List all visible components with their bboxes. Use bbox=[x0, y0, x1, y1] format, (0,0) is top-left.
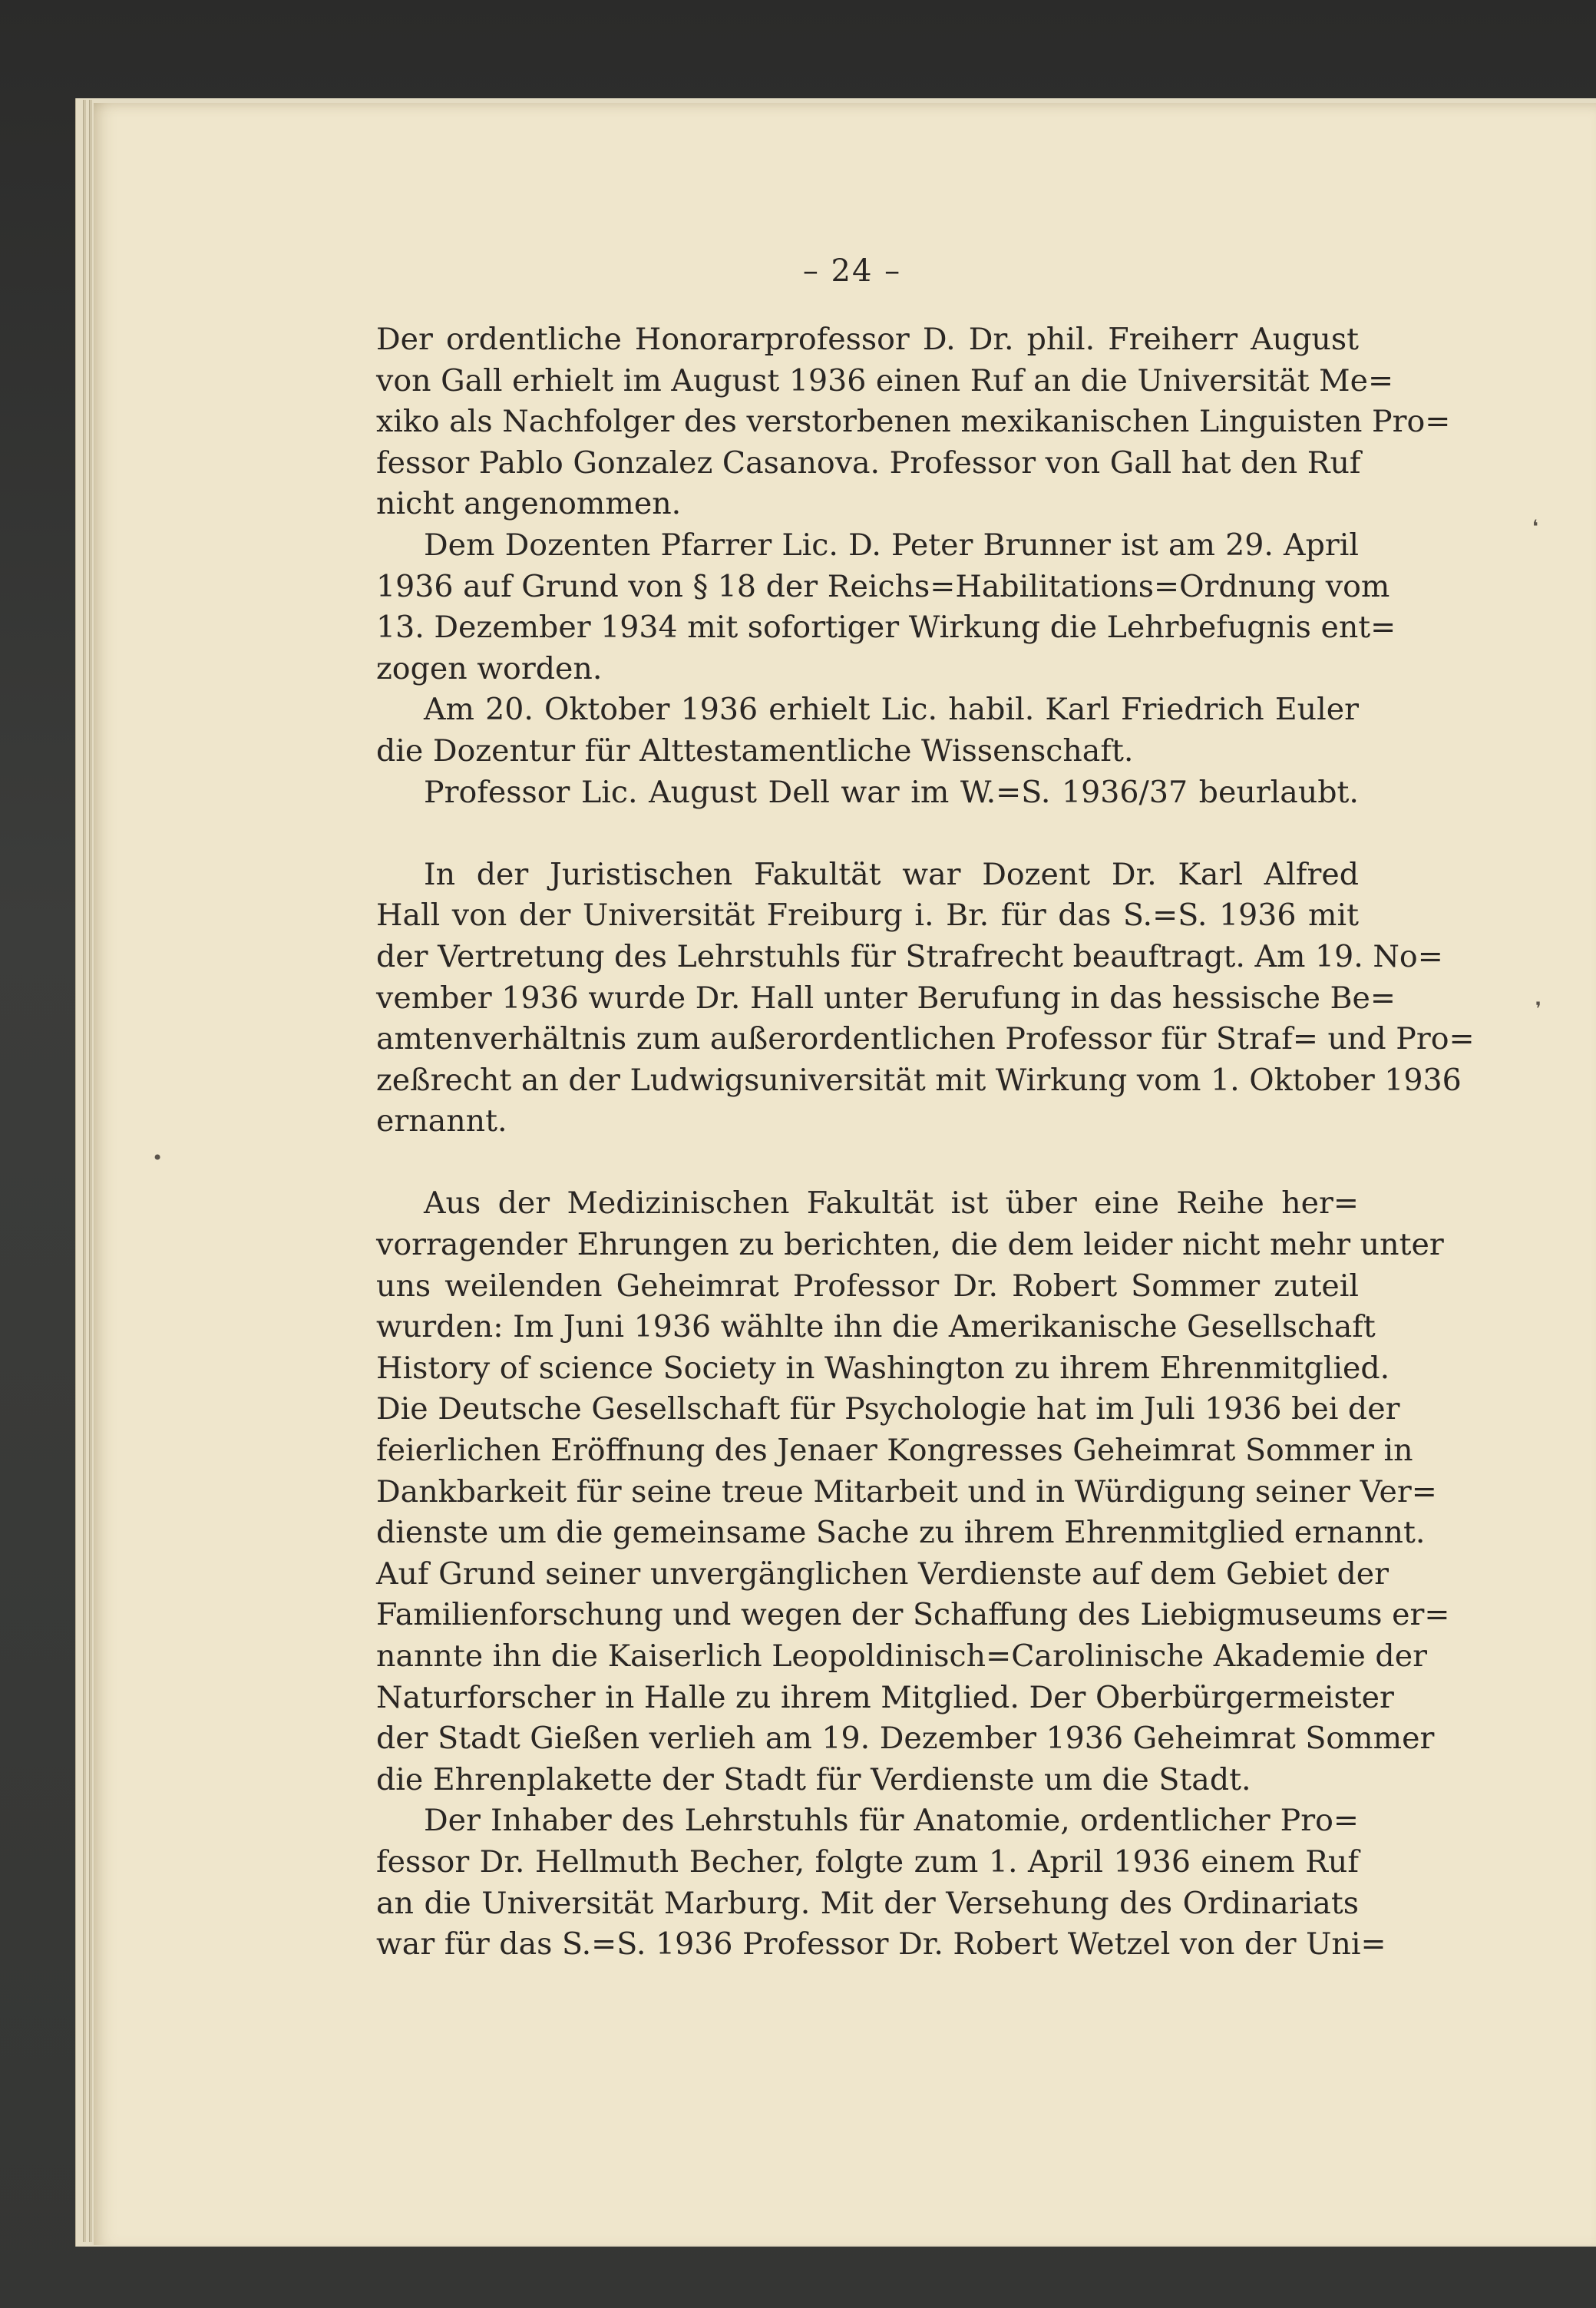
body-text bbox=[376, 319, 1475, 1966]
text-line: wurden: Im Juni 1936 wählte ihn die Amerikanische Gesellschaft bbox=[376, 1309, 1376, 1345]
text-line: Der ordentliche Honorarprofessor D. Dr. phil. Freiherr August bbox=[376, 322, 1359, 357]
text-line: Naturforscher in Halle zu ihrem Mitglied. Der Oberbürgermeister bbox=[376, 1679, 1394, 1715]
edge-mark: ❜ bbox=[1535, 998, 1541, 1020]
text-line: Der Inhaber des Lehrstuhls für Anatomie, ordentlicher Pro= bbox=[424, 1803, 1359, 1839]
page-edge bbox=[89, 100, 92, 2242]
text-line: von Gall erhielt im August 1936 einen Ruf an die Universität Me= bbox=[376, 362, 1394, 398]
text-line: amtenverhältnis zum außerordentlichen Professor für Straf= und Pro= bbox=[376, 1021, 1475, 1057]
margin-mark: • bbox=[152, 1147, 164, 1169]
text-line: Am 20. Oktober 1936 erhielt Lic. habil. Karl Friedrich Euler bbox=[424, 692, 1359, 728]
text-line: uns weilenden Geheimrat Professor Dr. Robert Sommer zuteil bbox=[376, 1268, 1359, 1304]
text-line: nicht angenommen. bbox=[376, 486, 682, 522]
text-line: Dankbarkeit für seine treue Mitarbeit und in Würdigung seiner Ver= bbox=[376, 1473, 1437, 1509]
text-line: fessor Pablo Gonzalez Casanova. Professor von Gall hat den Ruf bbox=[376, 445, 1361, 481]
text-line: vember 1936 wurde Dr. Hall unter Berufung in das hessische Be= bbox=[376, 980, 1396, 1016]
text-line: zeßrecht an der Ludwigsuniversität mit Wirkung vom 1. Oktober 1936 bbox=[376, 1062, 1462, 1098]
text-line: feierlichen Eröffnung des Jenaer Kongresses Geheimrat Sommer in bbox=[376, 1433, 1413, 1469]
text-line: der Vertretung des Lehrstuhls für Strafrecht beauftragt. Am 19. No= bbox=[376, 938, 1443, 974]
text-line: der Stadt Gießen verlieh am 19. Dezember 1936 Geheimrat Sommer bbox=[376, 1721, 1435, 1757]
paragraph-gap bbox=[376, 813, 1359, 855]
text-line: war für das S.=S. 1936 Professor Dr. Robert Wetzel von der Uni= bbox=[376, 1926, 1386, 1962]
text-line: In der Juristischen Fakultät war Dozent Dr. Karl Alfred bbox=[424, 856, 1359, 892]
text-line: Auf Grund seiner unvergänglichen Verdienste auf dem Gebiet der bbox=[376, 1556, 1389, 1592]
text-line: zogen worden. bbox=[376, 650, 603, 686]
text-line: vorragender Ehrungen zu berichten, die dem leider nicht mehr unter bbox=[376, 1227, 1444, 1263]
page-number: – 24 – bbox=[802, 253, 902, 289]
edge-mark: ❛ bbox=[1532, 516, 1538, 537]
text-line: Dem Dozenten Pfarrer Lic. D. Peter Brunner ist am 29. April bbox=[424, 527, 1359, 563]
paragraph-gap bbox=[376, 1142, 1359, 1184]
text-line: Familienforschung und wegen der Schaffung des Liebigmuseums er= bbox=[376, 1597, 1450, 1633]
text-line: ernannt. bbox=[376, 1103, 507, 1139]
text-line: xiko als Nachfolger des verstorbenen mexikanischen Linguisten Pro= bbox=[376, 404, 1451, 440]
text-line: die Ehrenplakette der Stadt für Verdienste um die Stadt. bbox=[376, 1761, 1251, 1797]
text-line: Die Deutsche Gesellschaft für Psychologie hat im Juli 1936 bei der bbox=[376, 1391, 1400, 1427]
text-line: Professor Lic. August Dell war im W.=S. 1936/37 beurlaubt. bbox=[424, 774, 1359, 810]
text-line: History of science Society in Washington zu ihrem Ehrenmitglied. bbox=[376, 1350, 1390, 1386]
text-line: die Dozentur für Alttestamentliche Wissenschaft. bbox=[376, 732, 1134, 769]
text-line: 13. Dezember 1934 mit sofortiger Wirkung die Lehrbefugnis ent= bbox=[376, 610, 1396, 646]
text-line: nannte ihn die Kaiserlich Leopoldinisch=Carolinische Akademie der bbox=[376, 1638, 1427, 1674]
page-edge bbox=[83, 100, 86, 2242]
text-line: an die Universität Marburg. Mit der Versehung des Ordinariats bbox=[376, 1885, 1359, 1921]
text-line: dienste um die gemeinsame Sache zu ihrem Ehrenmitglied ernannt. bbox=[376, 1515, 1426, 1551]
text-line: Aus der Medizinischen Fakultät ist über eine Reihe her= bbox=[424, 1185, 1359, 1222]
text-line: fessor Dr. Hellmuth Becher, folgte zum 1. April 1936 einem Ruf bbox=[376, 1843, 1359, 1880]
text-line: 1936 auf Grund von § 18 der Reichs=Habilitations=Ordnung vom bbox=[376, 568, 1390, 604]
text-line: Hall von der Universität Freiburg i. Br. für das S.=S. 1936 mit bbox=[376, 898, 1359, 934]
